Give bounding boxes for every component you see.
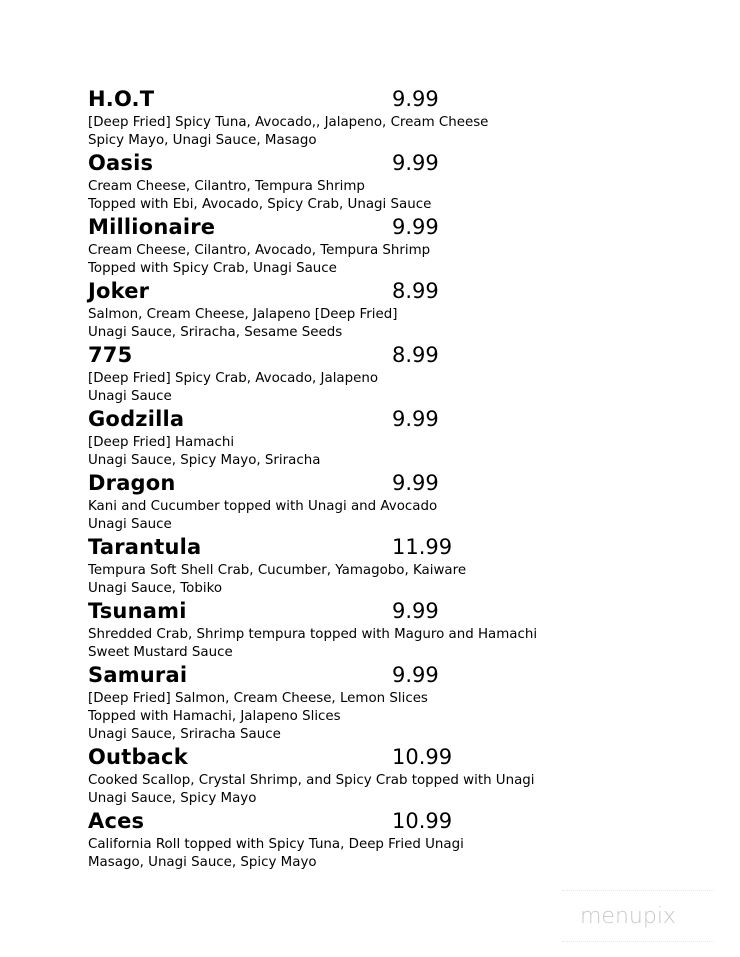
menu-item-description bbox=[88, 836, 648, 872]
menu-item-description bbox=[88, 772, 648, 808]
menu-item-name: 775 bbox=[88, 343, 133, 367]
menu-item-name: Samurai bbox=[88, 663, 188, 687]
description-line: Unagi Sauce, Spicy Mayo, Sriracha bbox=[88, 453, 321, 468]
description-line: Topped with Hamachi, Jalapeno Slices bbox=[88, 709, 341, 724]
menu-item-price: 9.99 bbox=[392, 87, 439, 111]
description-line: Cream Cheese, Cilantro, Avocado, Tempura Shrimp bbox=[88, 243, 431, 258]
description-line: Unagi Sauce, Sriracha Sauce bbox=[88, 727, 281, 742]
description-line: [Deep Fried] Spicy Tuna, Avocado,, Jalapeno, Cream Cheese bbox=[88, 115, 489, 130]
menu-item-price: 9.99 bbox=[392, 599, 439, 623]
menupix-logo bbox=[578, 899, 698, 933]
menu-item-name: Tarantula bbox=[88, 535, 202, 559]
menu-item-header bbox=[88, 808, 648, 835]
menu-item-header bbox=[88, 470, 648, 497]
description-line: Masago, Unagi Sauce, Spicy Mayo bbox=[88, 855, 317, 870]
menu-item-price: 9.99 bbox=[392, 151, 439, 175]
description-line: California Roll topped with Spicy Tuna, Deep Fried Unagi bbox=[88, 837, 464, 852]
menu-item-header bbox=[88, 534, 648, 561]
menu-item-name: H.O.T bbox=[88, 87, 155, 111]
menu-item-price: 9.99 bbox=[392, 215, 439, 239]
menu-item-name: Outback bbox=[88, 745, 188, 769]
description-line: Unagi Sauce, Spicy Mayo bbox=[88, 791, 257, 806]
menu-item-price: 11.99 bbox=[392, 535, 453, 559]
description-line: Topped with Ebi, Avocado, Spicy Crab, Unagi Sauce bbox=[88, 197, 432, 212]
menu-item-price: 8.99 bbox=[392, 279, 439, 303]
menu-item bbox=[88, 808, 648, 872]
menu-item-header bbox=[88, 662, 648, 689]
menu-item bbox=[88, 598, 648, 662]
description-line: Spicy Mayo, Unagi Sauce, Masago bbox=[88, 133, 317, 148]
menu-item-name: Dragon bbox=[88, 471, 176, 495]
menu-item bbox=[88, 534, 648, 598]
menu-item-price: 10.99 bbox=[392, 745, 453, 769]
menu-item bbox=[88, 214, 648, 278]
description-line: [Deep Fried] Spicy Crab, Avocado, Jalapeno bbox=[88, 371, 379, 386]
menu-list bbox=[88, 86, 648, 872]
menu-item-description bbox=[88, 114, 648, 150]
menu-item bbox=[88, 278, 648, 342]
menu-item bbox=[88, 470, 648, 534]
description-line: Cooked Scallop, Crystal Shrimp, and Spicy Crab topped with Unagi bbox=[88, 773, 535, 788]
menu-item bbox=[88, 744, 648, 808]
menu-item-header bbox=[88, 214, 648, 241]
description-line: Unagi Sauce bbox=[88, 517, 172, 532]
menu-item-header bbox=[88, 150, 648, 177]
menu-item-header bbox=[88, 86, 648, 113]
description-line: Cream Cheese, Cilantro, Tempura Shrimp bbox=[88, 179, 365, 194]
description-line: [Deep Fried] Hamachi bbox=[88, 435, 235, 450]
svg-text:menupix: menupix bbox=[580, 904, 676, 929]
menupix-watermark bbox=[562, 890, 714, 942]
menu-item-name: Godzilla bbox=[88, 407, 185, 431]
menu-item-name: Millionaire bbox=[88, 215, 216, 239]
menu-item-header bbox=[88, 598, 648, 625]
description-line: Shredded Crab, Shrimp tempura topped with Maguro and Hamachi bbox=[88, 627, 538, 642]
menu-item-description bbox=[88, 690, 648, 744]
description-line: Salmon, Cream Cheese, Jalapeno [Deep Fried] bbox=[88, 307, 398, 322]
menu-item-name: Joker bbox=[88, 279, 150, 303]
description-line: Sweet Mustard Sauce bbox=[88, 645, 233, 660]
description-line: Unagi Sauce, Tobiko bbox=[88, 581, 223, 596]
description-line: [Deep Fried] Salmon, Cream Cheese, Lemon Slices bbox=[88, 691, 428, 706]
menu-item-price: 10.99 bbox=[392, 809, 453, 833]
description-line: Unagi Sauce, Sriracha, Sesame Seeds bbox=[88, 325, 343, 340]
menu-item-price: 9.99 bbox=[392, 663, 439, 687]
menu-item-header bbox=[88, 342, 648, 369]
menu-item-description bbox=[88, 178, 648, 214]
menu-item-price: 9.99 bbox=[392, 407, 439, 431]
menu-item bbox=[88, 662, 648, 744]
menu-item-header bbox=[88, 406, 648, 433]
menu-item-header bbox=[88, 278, 648, 305]
menu-item-name: Tsunami bbox=[88, 599, 187, 623]
menu-item-description bbox=[88, 434, 648, 470]
menu-item-header bbox=[88, 744, 648, 771]
menu-item-description bbox=[88, 306, 648, 342]
menu-item-price: 9.99 bbox=[392, 471, 439, 495]
description-line: Tempura Soft Shell Crab, Cucumber, Yamagobo, Kaiware bbox=[88, 563, 467, 578]
menu-item-description bbox=[88, 562, 648, 598]
description-line: Kani and Cucumber topped with Unagi and Avocado bbox=[88, 499, 438, 514]
menu-item-description bbox=[88, 626, 648, 662]
description-line: Topped with Spicy Crab, Unagi Sauce bbox=[88, 261, 337, 276]
menu-item bbox=[88, 86, 648, 150]
menu-item bbox=[88, 150, 648, 214]
menu-item-name: Aces bbox=[88, 809, 145, 833]
menu-item bbox=[88, 406, 648, 470]
description-line: Unagi Sauce bbox=[88, 389, 172, 404]
menu-item-name: Oasis bbox=[88, 151, 154, 175]
menu-item-description bbox=[88, 242, 648, 278]
menu-item-description bbox=[88, 498, 648, 534]
menu-item bbox=[88, 342, 648, 406]
menu-item-price: 8.99 bbox=[392, 343, 439, 367]
menu-item-description bbox=[88, 370, 648, 406]
